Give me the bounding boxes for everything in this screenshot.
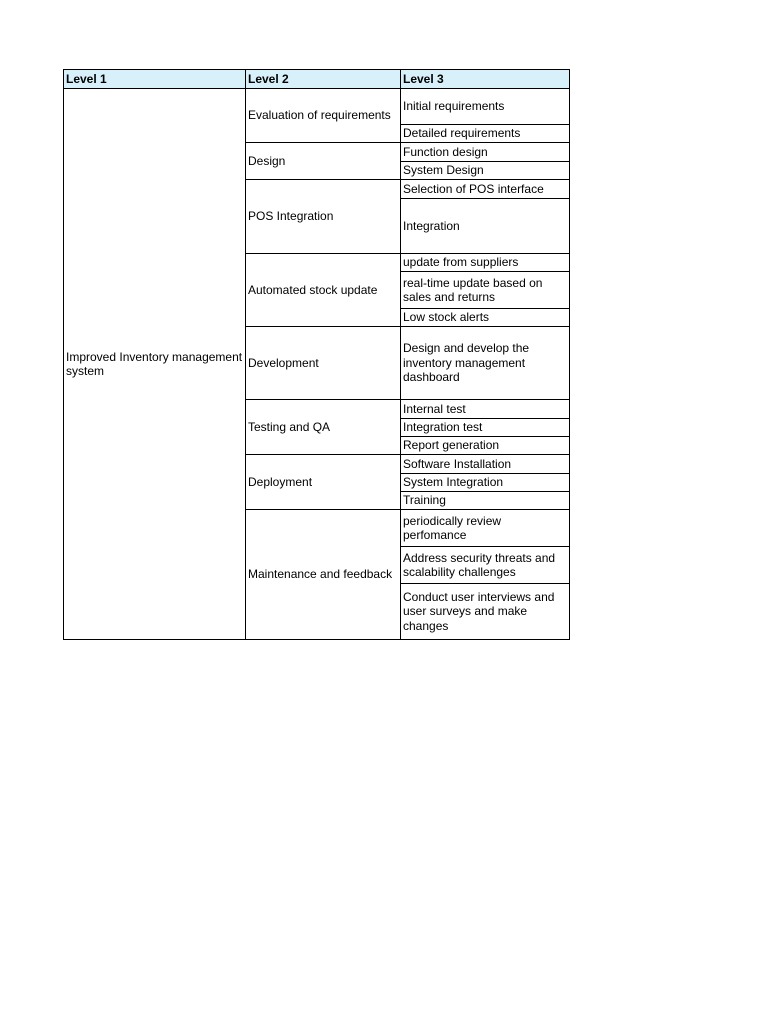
level-3-cell: Training [401, 492, 570, 510]
level-2-cell: Development [246, 327, 401, 400]
level-3-cell: Detailed requirements [401, 125, 570, 143]
level-2-cell: Design [246, 143, 401, 180]
level-3-cell: Selection of POS interface [401, 180, 570, 199]
level-3-cell: Function design [401, 143, 570, 162]
level-3-cell: Initial requirements [401, 89, 570, 125]
level-3-cell: Internal test [401, 400, 570, 419]
header-level-3: Level 3 [401, 70, 570, 89]
level-3-cell: real-time update based on sales and returns [401, 272, 570, 309]
level-1-cell: Improved Inventory management system [64, 89, 246, 640]
table-row [64, 89, 570, 125]
level-3-cell: Report generation [401, 437, 570, 455]
level-3-cell: Low stock alerts [401, 309, 570, 327]
header-level-1: Level 1 [64, 70, 246, 89]
header-row [64, 70, 570, 89]
level-3-cell: Integration [401, 199, 570, 254]
level-3-cell: System Design [401, 162, 570, 180]
level-2-cell: Testing and QA [246, 400, 401, 455]
level-3-cell: Address security threats and scalability challenges [401, 547, 570, 584]
level-3-cell: Design and develop the inventory management dashboard [401, 327, 570, 400]
table-body [64, 89, 570, 640]
level-3-cell: Conduct user interviews and user surveys and make changes [401, 584, 570, 640]
level-3-cell: Software Installation [401, 455, 570, 474]
level-3-cell: Integration test [401, 419, 570, 437]
work-breakdown-table [63, 69, 570, 640]
level-3-cell: periodically review perfomance [401, 510, 570, 547]
header-level-2: Level 2 [246, 70, 401, 89]
level-2-cell: Maintenance and feedback [246, 510, 401, 640]
level-3-cell: System Integration [401, 474, 570, 492]
level-2-cell: Evaluation of requirements [246, 89, 401, 143]
level-3-cell: update from suppliers [401, 254, 570, 272]
level-2-cell: Deployment [246, 455, 401, 510]
level-2-cell: Automated stock update [246, 254, 401, 327]
level-2-cell: POS Integration [246, 180, 401, 254]
